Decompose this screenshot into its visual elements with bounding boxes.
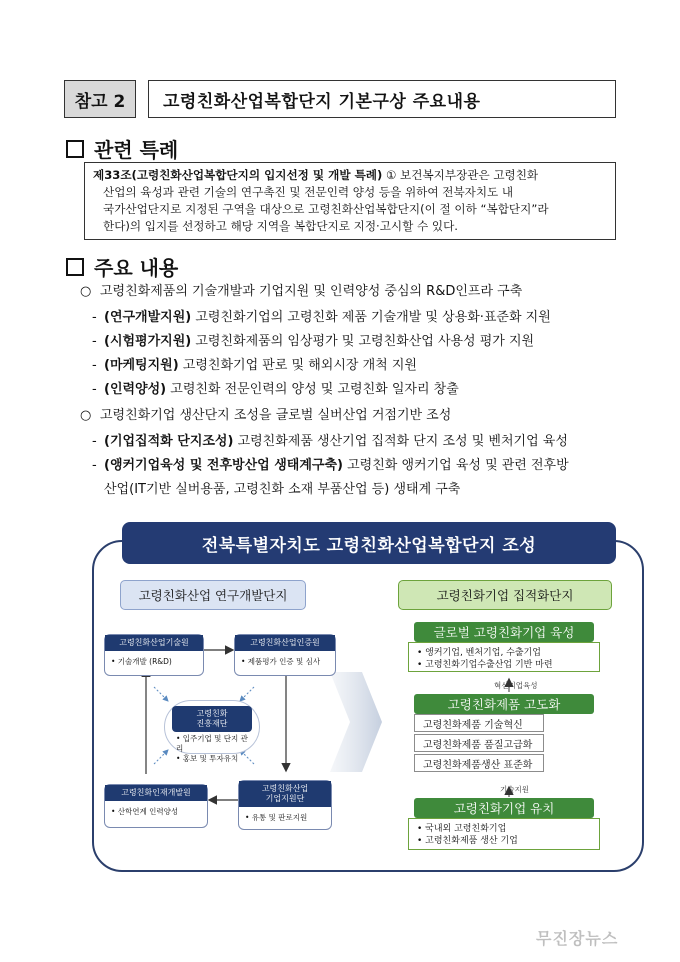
law-line2: 산업의 육성과 관련 기술의 연구촉진 및 전문인력 양성 등을 위하여 전북자치도 내: [103, 185, 514, 199]
reference-tag: 참고 2: [64, 80, 136, 118]
watermark: 무진장뉴스: [536, 929, 619, 948]
square-bullet-icon: [66, 258, 84, 276]
attract-title: 고령친화기업 유치: [414, 798, 594, 818]
global-box: • 앵커기업, 벤처기업, 수출기업 • 고령친화기업수출산업 기반 마련: [408, 642, 600, 672]
sub-item: - (인력양성) 고령친화 전문인력의 양성 및 고령친화 일자리 창출: [92, 382, 459, 397]
section-main: [66, 252, 178, 281]
node-cert-institute: 고령친화산업인증원 • 제품평가 인증 및 심사: [234, 634, 336, 676]
cluster-complex-head: 고령친화기업 집적화단지: [398, 580, 612, 610]
attract-box: • 국내외 고령친화기업 • 고령친화제품 생산 기업: [408, 818, 600, 850]
node-support-group: 고령친화산업 기업지원단 • 유통 및 판로지원: [238, 780, 332, 830]
square-bullet-icon: [66, 140, 84, 158]
circle-bullet-icon: ○: [80, 408, 92, 423]
rnd-complex-head: 고령친화산업 연구개발단지: [120, 580, 306, 610]
sub-item: - (마케팅지원) 고령친화기업 판로 및 해외시장 개척 지원: [92, 358, 417, 373]
law-title: 제33조(고령친화산업복합단지의 입지선정 및 개발 특례): [93, 168, 383, 182]
advance-title: 고령친화제품 고도화: [414, 694, 594, 714]
law-box: [84, 162, 616, 240]
diagram-banner: 전북특별자치도 고령친화산업복합단지 조성: [122, 522, 616, 564]
circle-bullet-icon: ○: [80, 284, 92, 299]
node-tech-institute: 고령친화산업기술원 • 기술개발 (R&D): [104, 634, 204, 676]
content-item-1: ○ 고령친화제품의 기술개발과 기업지원 및 인력양성 중심의 R&D인프라 구축: [80, 284, 523, 299]
sub-item-continuation: 산업(IT기반 실버용품, 고령친화 소재 부품산업 등) 생태계 구축: [104, 482, 461, 497]
section-related: [66, 134, 178, 163]
note-tech-support: 기술지원: [500, 785, 529, 794]
advance-item: 고령친화제품 품질고급화: [414, 734, 544, 752]
content-item-2: ○ 고령친화기업 생산단지 조성을 글로벌 실버산업 거점기반 조성: [80, 408, 452, 423]
advance-item: 고령친화제품생산 표준화: [414, 754, 544, 772]
complex-diagram: [92, 522, 644, 874]
sub-item: - (앵커기업육성 및 전후방산업 생태계구축) 고령친화 앵커기업 육성 및 관련 전후방: [92, 458, 569, 473]
page-title: 고령친화산업복합단지 기본구상 주요내용: [148, 80, 616, 118]
law-line4: 한다)의 입지를 선정하고 해당 지역을 복합단지로 지정·고시할 수 있다.: [103, 219, 458, 233]
law-line3: 국가산업단지로 지정된 구역을 대상으로 고령친화산업복합단지(이 절 이하 “복합단지”라: [103, 202, 549, 216]
advance-item: 고령친화제품 기술혁신: [414, 714, 544, 732]
sub-item: - (시험평가지원) 고령친화제품의 임상평가 및 고령친화산업 사용성 평가 지원: [92, 334, 535, 349]
section-main-title: 주요 내용: [94, 256, 179, 280]
flow-arrow-icon: [330, 672, 382, 772]
sub-item: - (기업집적화 단지조성) 고령친화제품 생산기업 집적화 단지 조성 및 벤처기업 육성: [92, 434, 568, 449]
node-hr-institute: 고령친화인재개발원 • 산학연계 인력양성: [104, 784, 208, 828]
reference-header: [64, 80, 616, 118]
sub-item: - (연구개발지원) 고령친화기업의 고령친화 제품 기술개발 및 상용화·표준화 지원: [92, 310, 551, 325]
node-promotion-foundation: 고령친화 진흥재단 • 입주기업 및 단지 관리 • 홍보 및 투자유치: [172, 706, 252, 752]
law-line1: ① 보건복지부장관은 고령친화: [382, 168, 539, 182]
section-related-title: 관련 특례: [94, 138, 179, 162]
global-title: 글로벌 고령친화기업 육성: [414, 622, 594, 642]
note-innovation: 혁신기업육성: [494, 681, 538, 690]
